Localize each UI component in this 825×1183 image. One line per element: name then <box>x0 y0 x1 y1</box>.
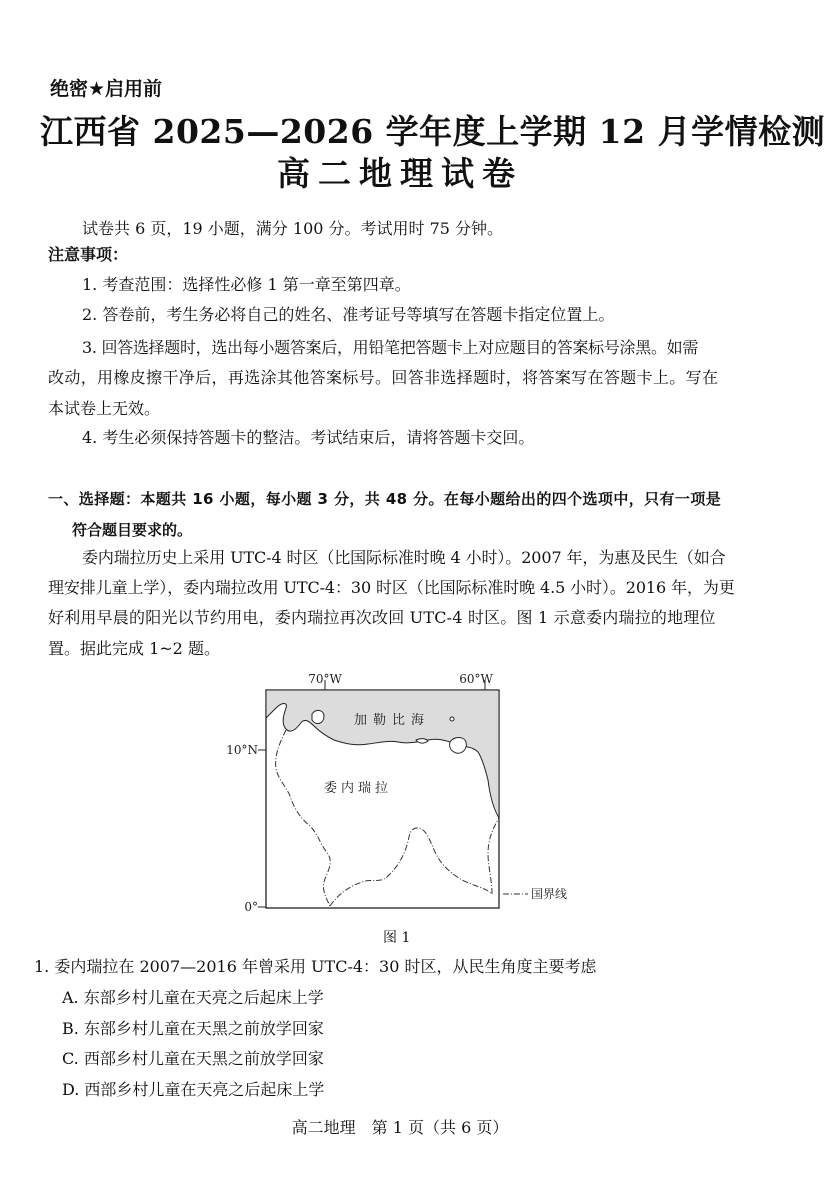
exam-subtitle: 高二地理试卷 <box>277 154 523 193</box>
secret-label: 绝密★启用前 <box>50 78 163 100</box>
question-1-option-b: B. 东部乡村儿童在天黑之前放学回家 <box>62 1019 324 1038</box>
notice-item-1: 1. 考查范围：选择性必修 1 第一章至第四章。 <box>82 275 411 294</box>
figure-caption: 图 1 <box>383 930 411 946</box>
venezuela-map <box>226 668 590 920</box>
section-heading-line2: 符合题目要求的。 <box>72 521 193 539</box>
lat-label-0: 0° <box>244 900 258 914</box>
notice-item-3-line3: 本试卷上无效。 <box>48 399 161 418</box>
notice-heading: 注意事项： <box>48 245 129 264</box>
peninsula-island <box>312 710 324 723</box>
exam-summary: 试卷共 6 页，19 小题，满分 100 分。考试用时 75 分钟。 <box>82 219 504 238</box>
lon-label-60w: 60°W <box>459 672 493 686</box>
exam-title: 江西省 2025—2026 学年度上学期 12 月学情检测 <box>40 112 825 151</box>
passage-line-2: 理安排儿童上学），委内瑞拉改用 UTC-4：30 时区（比国际标准时晚 4.5 小时）。2016 年，为更 <box>48 578 735 597</box>
section-heading-line1: 一、选择题：本题共 16 小题，每小题 3 分，共 48 分。在每小题给出的四个选项中，只有一项是 <box>48 490 722 508</box>
notice-item-2: 2. 答卷前，考生务必将自己的姓名、准考证号等填写在答题卡指定位置上。 <box>82 305 615 324</box>
passage-line-1: 委内瑞拉历史上采用 UTC-4 时区（比国际标准时晚 4 小时）。2007 年，为惠及民生（如合 <box>82 548 726 567</box>
passage-line-3: 好利用早晨的阳光以节约用电，委内瑞拉再次改回 UTC-4 时区。图 1 示意委内瑞拉的地理位 <box>48 608 716 627</box>
country-label: 委内瑞拉 <box>324 781 393 796</box>
sea-label: 加勒比海 <box>354 713 431 728</box>
legend-label: 国界线 <box>531 887 568 901</box>
lat-label-10n: 10°N <box>226 743 258 757</box>
passage-line-4: 置。据此完成 1~2 题。 <box>48 639 220 658</box>
lon-label-70w: 70°W <box>308 672 342 686</box>
question-1-stem: 1. 委内瑞拉在 2007—2016 年曾采用 UTC-4：30 时区，从民生角度主要考虑 <box>34 957 597 976</box>
grenada-island <box>450 717 454 721</box>
notice-item-3-line1: 3. 回答选择题时，选出每小题答案后，用铅笔把答题卡上对应题目的答案标号涂黑。如需 <box>82 338 699 357</box>
question-1-option-a: A. 东部乡村儿童在天亮之后起床上学 <box>62 988 324 1007</box>
question-1-option-c: C. 西部乡村儿童在天黑之前放学回家 <box>62 1049 324 1068</box>
notice-item-4: 4. 考生必须保持答题卡的整洁。考试结束后，请将答题卡交回。 <box>82 428 535 447</box>
trinidad-island <box>450 738 467 754</box>
notice-item-3-line2: 改动，用橡皮擦干净后，再选涂其他答案标号。回答非选择题时，将答案写在答题卡上。写在 <box>48 368 719 387</box>
page-footer: 高二地理 第 1 页（共 6 页） <box>291 1118 509 1137</box>
question-1-option-d: D. 西部乡村儿童在天亮之后起床上学 <box>62 1080 325 1099</box>
